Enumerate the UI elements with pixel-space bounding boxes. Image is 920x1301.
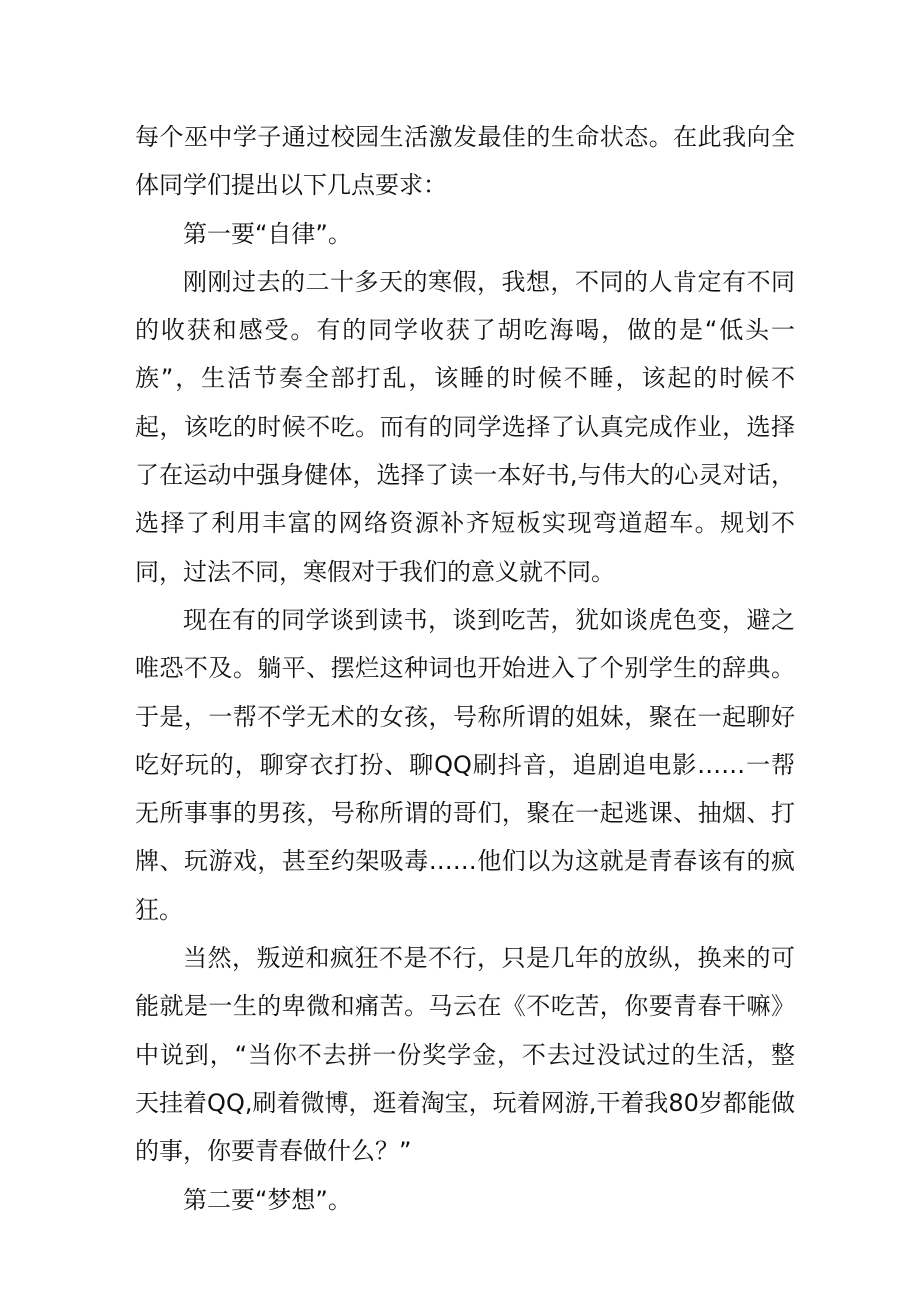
paragraph-rebellion-quote: 当然，叛逆和疯狂不是不行，只是几年的放纵，换来的可能就是一生的卑微和痛苦。马云在《不吃苦，你要青春干嘛》中说到，“当你不去拼一份奖学金，不去过没试过的生活，整天挂着QQ,刷着微博，逛着淘宝，玩着网游,干着我80岁都能做的事，你要青春做什么？” (135, 944, 795, 1166)
section-heading-self-discipline: 第一要“自律”。 (183, 219, 352, 248)
section-heading-dream: 第二要“梦想”。 (183, 1185, 352, 1214)
paragraph-intro: 每个巫中学子通过校园生活激发最佳的生命状态。在此我向全体同学们提出以下几点要求： (135, 123, 795, 200)
paragraph-winter-break: 刚刚过去的二十多天的寒假，我想，不同的人肯定有不同的收获和感受。有的同学收获了胡吃海喝，做的是“低头一族”，生活节奏全部打乱，该睡的时候不睡，该起的时候不起，该吃的时候不吃。而有的同学选择了认真完成作业，选择了在运动中强身健体，选择了读一本好书,与伟大的心灵对话，选择了利用丰富的网络资源补齐短板实现弯道超车。规划不同，过法不同，寒假对于我们的意义就不同。 (135, 267, 795, 586)
document-body (135, 113, 795, 1224)
paragraph-reading-hardship: 现在有的同学谈到读书，谈到吃苦，犹如谈虎色变，避之唯恐不及。躺平、摆烂这种词也开始进入了个别学生的辞典。于是，一帮不学无术的女孩，号称所谓的姐妹，聚在一起聊好吃好玩的，聊穿衣打扮、聊QQ刷抖音，追剧追电影……一帮无所事事的男孩，号称所谓的哥们，聚在一起逃课、抽烟、打牌、玩游戏，甚至约架吸毒……他们以为这就是青春该有的疯狂。 (135, 605, 795, 924)
